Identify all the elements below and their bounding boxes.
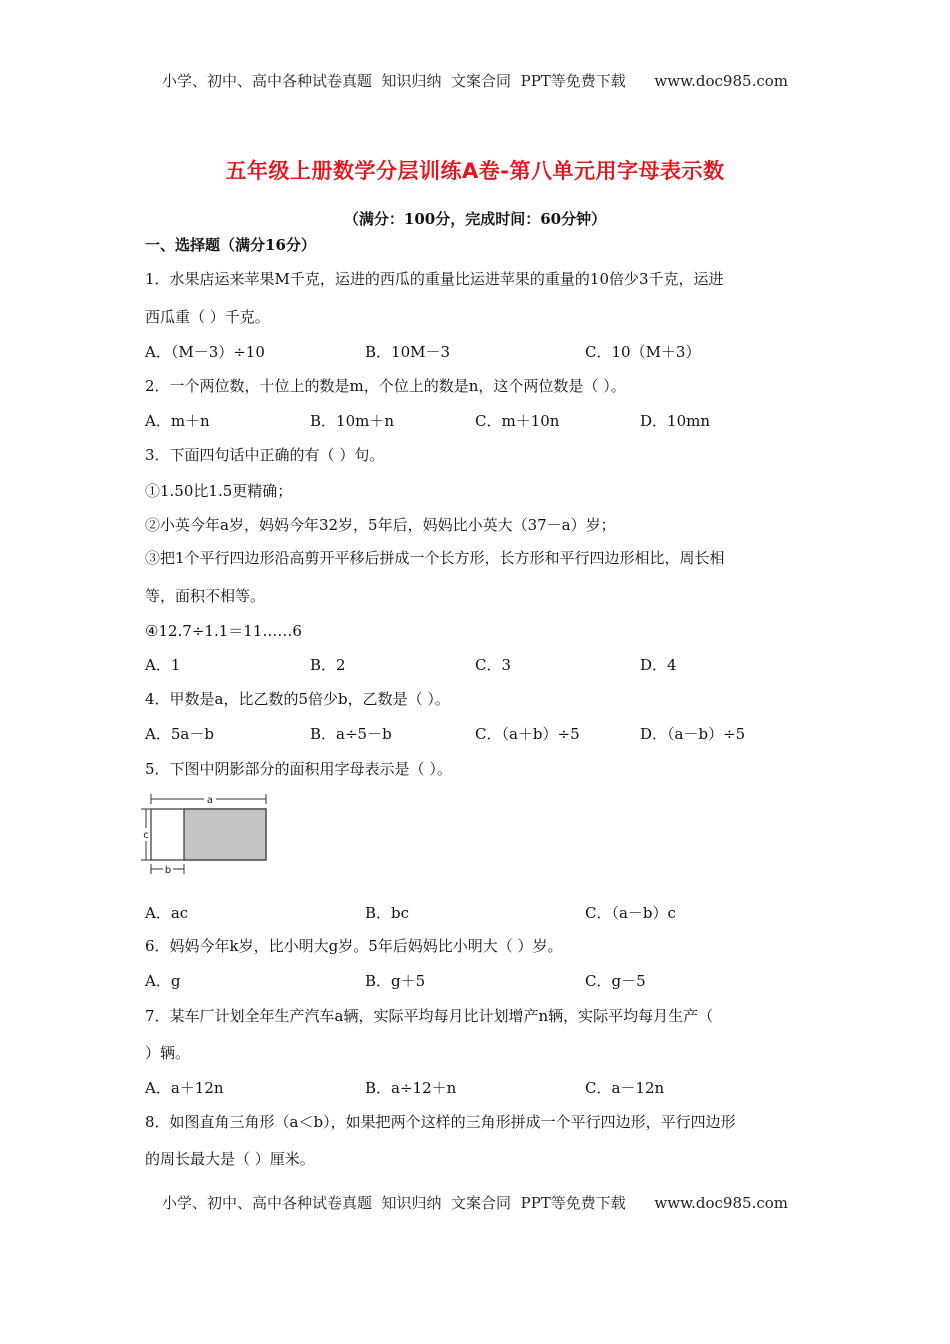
q1-option-a: A．（M－3）÷10 xyxy=(145,343,265,361)
q3-option-d: D．4 xyxy=(640,656,677,674)
page-footer: 小学、初中、高中各种试卷真题 知识归纳 文案合同 PPT等免费下载 www.doc985.com xyxy=(161,1194,788,1212)
q4-text: 4．甲数是a，比乙数的5倍少b，乙数是（ ）。 xyxy=(145,690,450,708)
q3-text: 3．下面四句话中正确的有（ ）句。 xyxy=(145,446,385,464)
q2-option-c: C．m＋10n xyxy=(475,412,560,430)
q3-option-b: B．2 xyxy=(310,656,346,674)
q7-text-line1: 7．某车厂计划全年生产汽车a辆，实际平均每月比计划增产n辆，实际平均每月生产（ xyxy=(145,1007,714,1025)
q7-option-b: B．a÷12＋n xyxy=(365,1079,457,1097)
q8-text-line2: 的周长最大是（ ）厘米。 xyxy=(145,1150,315,1168)
page-subtitle: （满分：100分，完成时间：60分钟） xyxy=(343,210,607,228)
page-title: 五年级上册数学分层训练A卷-第八单元用字母表示数 xyxy=(225,159,725,183)
q3-option-c: C．3 xyxy=(475,656,512,674)
q2-option-d: D．10mn xyxy=(640,412,710,430)
q5-option-c: C．（a－b）c xyxy=(585,904,676,922)
figure-label-b: b xyxy=(164,865,172,876)
q4-option-b: B．a÷5－b xyxy=(310,725,392,743)
figure-label-a: a xyxy=(206,795,214,806)
page-header: 小学、初中、高中各种试卷真题 知识归纳 文案合同 PPT等免费下载 www.doc985.com xyxy=(161,72,788,90)
shaded-region xyxy=(184,809,266,860)
q1-text-line1: 1．水果店运来苹果M千克，运进的西瓜的重量比运进苹果的重量的10倍少3千克，运进 xyxy=(145,270,724,288)
q4-option-a: A．5a－b xyxy=(145,725,214,743)
q1-option-c: C．10（M＋3） xyxy=(585,343,701,361)
q5-rectangle-figure xyxy=(138,790,278,882)
q6-text: 6．妈妈今年k岁，比小明大g岁。5年后妈妈比小明大（ ）岁。 xyxy=(145,937,563,955)
q5-option-a: A．ac xyxy=(145,904,189,922)
q2-text: 2．一个两位数，十位上的数是m，个位上的数是n，这个两位数是（ ）。 xyxy=(145,377,626,395)
q1-text-line2: 西瓜重（ ）千克。 xyxy=(145,308,270,326)
q7-option-a: A．a＋12n xyxy=(145,1079,224,1097)
q3-option-a: A．1 xyxy=(145,656,181,674)
section-heading: 一、选择题（满分16分） xyxy=(145,236,316,254)
q3-statement-4: ④12.7÷1.1＝11……6 xyxy=(145,622,302,640)
q2-option-b: B．10m＋n xyxy=(310,412,394,430)
q5-text: 5．下图中阴影部分的面积用字母表示是（ ）。 xyxy=(145,760,452,778)
q3-statement-3-line1: ③把1个平行四边形沿高剪开平移后拼成一个长方形，长方形和平行四边形相比，周长相 xyxy=(145,549,725,567)
q1-option-b: B．10M－3 xyxy=(365,343,451,361)
q4-option-c: C．（a＋b）÷5 xyxy=(475,725,580,743)
figure-label-c: c xyxy=(143,830,149,841)
q6-option-a: A．g xyxy=(145,972,181,990)
q6-option-c: C．g－5 xyxy=(585,972,646,990)
q7-text-line2: ）辆。 xyxy=(145,1044,191,1062)
q7-option-c: C．a－12n xyxy=(585,1079,665,1097)
q3-statement-1: ①1.50比1.5更精确； xyxy=(145,482,293,500)
q5-option-b: B．bc xyxy=(365,904,410,922)
q2-option-a: A．m＋n xyxy=(145,412,210,430)
q4-option-d: D．（a－b）÷5 xyxy=(640,725,746,743)
q8-text-line1: 8．如图直角三角形（a＜b），如果把两个这样的三角形拼成一个平行四边形，平行四边形 xyxy=(145,1113,736,1131)
q3-statement-3-line2: 等，面积不相等。 xyxy=(145,587,266,605)
q6-option-b: B．g＋5 xyxy=(365,972,426,990)
q3-statement-2: ②小英今年a岁，妈妈今年32岁，5年后，妈妈比小英大（37－a）岁； xyxy=(145,516,616,534)
